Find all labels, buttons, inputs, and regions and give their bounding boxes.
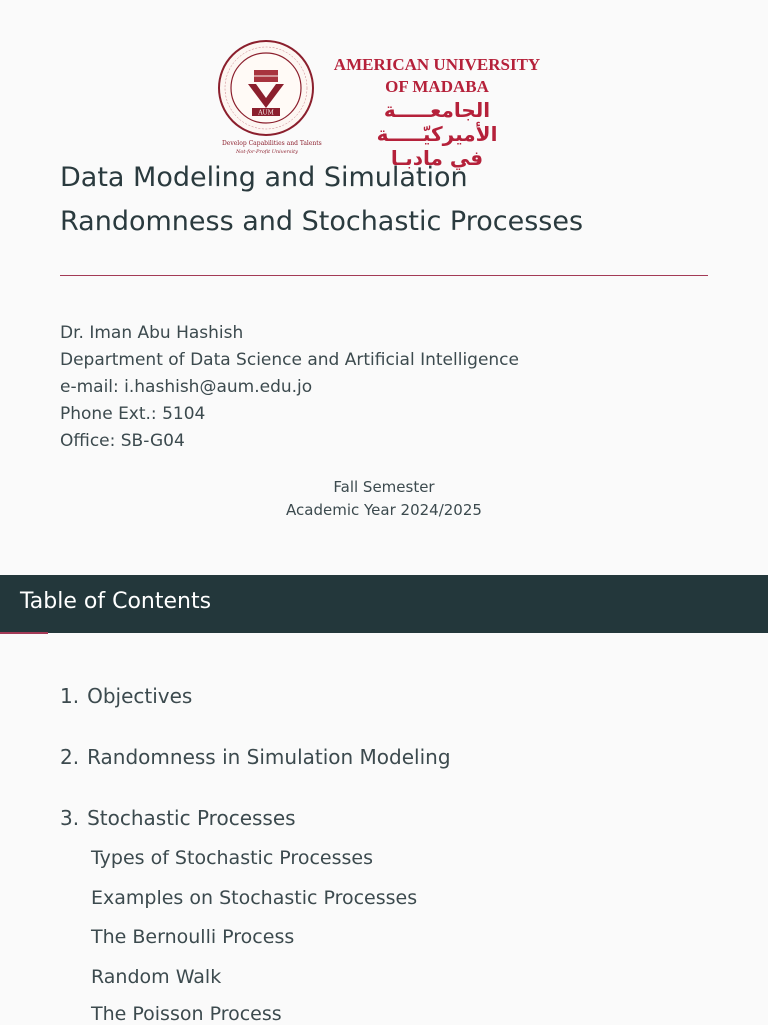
title-divider xyxy=(60,275,708,276)
presentation-title xyxy=(60,156,720,244)
author-department: Department of Data Science and Artificial Intelligence xyxy=(60,350,519,370)
academic-year: Academic Year 2024/2025 xyxy=(286,501,482,519)
toc-heading: Table of Contents xyxy=(20,589,212,614)
university-logo xyxy=(218,40,553,170)
author-office: Office: SB-G04 xyxy=(60,431,185,451)
university-name-ar: الجامعـــــة الأميركيّـــــة في مادبـا xyxy=(376,98,498,170)
logo-tagline: Develop Capabilities and Talents xyxy=(222,140,322,147)
toc-item-label: Randomness in Simulation Modeling xyxy=(87,745,451,769)
toc-item-objectives[interactable] xyxy=(60,684,192,708)
course-title: Data Modeling and Simulation xyxy=(60,162,468,193)
lecture-title: Randomness and Stochastic Processes xyxy=(60,206,584,237)
university-seal-icon xyxy=(218,40,314,136)
toc-subitem-bernoulli[interactable]: The Bernoulli Process xyxy=(91,926,295,948)
toc-item-number: 2. xyxy=(60,745,80,769)
toc-item-stochastic-processes[interactable] xyxy=(60,806,296,830)
toc-item-number: 1. xyxy=(60,684,80,708)
author-email: e-mail: i.hashish@aum.edu.jo xyxy=(60,377,313,397)
toc-item-randomness[interactable] xyxy=(60,745,451,769)
author-name: Dr. Iman Abu Hashish xyxy=(60,323,244,343)
toc-subitem-poisson[interactable]: The Poisson Process xyxy=(91,1003,282,1025)
toc-accent-line xyxy=(0,632,48,634)
toc-header-bar xyxy=(0,575,768,633)
svg-text:AUM: AUM xyxy=(258,109,274,117)
toc-item-label: Objectives xyxy=(87,684,193,708)
logo-tagline-secondary: Not-for-Profit University xyxy=(236,149,298,155)
author-phone: Phone Ext.: 5104 xyxy=(60,404,206,424)
university-name-en: AMERICAN UNIVERSITY OF MADABA xyxy=(333,55,541,96)
author-info xyxy=(60,320,519,455)
toc-subitem-types[interactable]: Types of Stochastic Processes xyxy=(91,847,373,869)
semester-info xyxy=(0,476,768,522)
semester-term: Fall Semester xyxy=(333,478,435,496)
toc-item-number: 3. xyxy=(60,806,80,830)
toc-subitem-examples[interactable]: Examples on Stochastic Processes xyxy=(91,887,418,909)
toc-subitem-random-walk[interactable]: Random Walk xyxy=(91,966,222,988)
toc-item-label: Stochastic Processes xyxy=(87,806,296,830)
